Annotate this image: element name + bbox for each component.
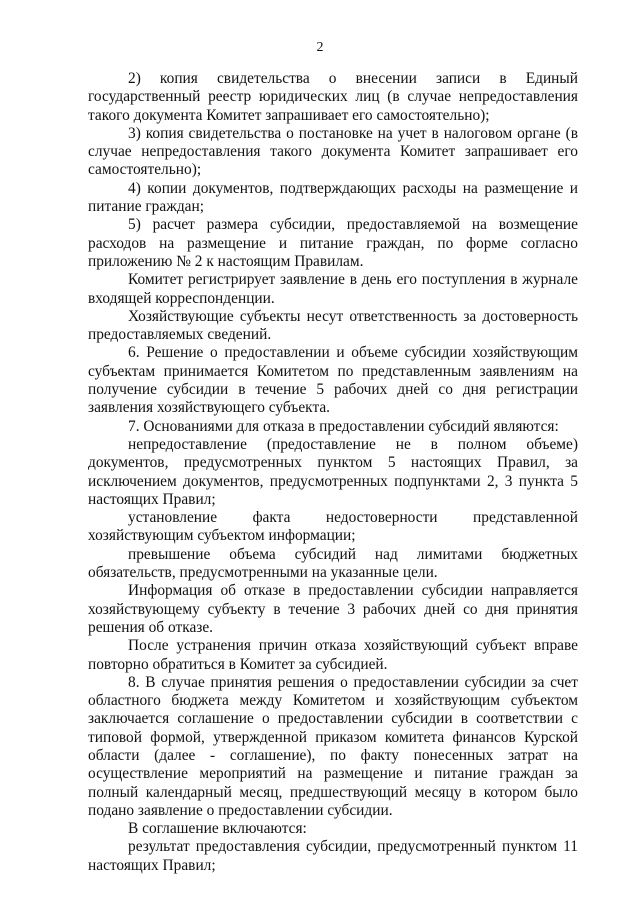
paragraph: 5) расчет размера субсидии, предоставляемой на возмещение расходов на размещение и питание граждан, по форме согласно приложению № 2 к настоящим Правилам.	[88, 216, 578, 270]
page-number: 2	[316, 40, 324, 55]
paragraph: Информация об отказе в предоставлении субсидии направляется хозяйствующему субъекту в течение 3 рабочих дней со дня принятия решения об отказе.	[88, 582, 578, 636]
paragraph: 6. Решение о предоставлении и объеме субсидии хозяйствующим субъектам принимается Комитетом по представленным заявлениям на получение субсидии в течение 5 рабочих дней со дня регистрации заявления хозяйствующего субъекта.	[88, 344, 578, 417]
paragraph: В соглашение включаются:	[128, 820, 307, 838]
paragraph: 3) копия свидетельства о постановке на учет в налоговом органе (в случае непредоставления такого документа Комитет запрашивает его самостоятельно);	[88, 124, 578, 179]
paragraph: непредоставление (предоставление не в полном объеме) документов, предусмотренных пунктом 5 настоящих Правил, за исключением документов, предусмотренных подпунктами 2, 3 пункта 5 настоящих Правил;	[88, 435, 578, 508]
paragraph: Комитет регистрирует заявление в день его поступления в журнале входящей корреспонденции.	[88, 271, 578, 307]
paragraph: превышение объема субсидий над лимитами бюджетных обязательств, предусмотренными на указанные цели.	[88, 545, 578, 582]
paragraph: 2) копия свидетельства о внесении записи в Единый государственный реестр юридических лиц (в случае непредоставления такого документа Комитет запрашивает его самостоятельно);	[88, 70, 578, 124]
document-body	[88, 70, 578, 875]
paragraph: установление факта недостоверности представленной хозяйствующим субъектом информации;	[88, 509, 578, 545]
paragraph: 4) копии документов, подтверждающих расходы на размещение и питание граждан;	[88, 179, 578, 216]
paragraph: Хозяйствующие субъекты несут ответственность за достоверность предоставляемых сведений.	[88, 307, 578, 344]
paragraph: 7. Основаниями для отказа в предоставлении субсидий являются:	[128, 417, 559, 435]
paragraph: результат предоставления субсидии, предусмотренный пунктом 11 настоящих Правил;	[88, 838, 578, 874]
paragraph: После устранения причин отказа хозяйствующий субъект вправе повторно обратиться в Комитет за субсидией.	[88, 637, 578, 673]
paragraph: 8. В случае принятия решения о предоставлении субсидии за счет областного бюджета между Комитетом и хозяйствующим субъектом заключается соглашение о предоставлении субсидии в соответствии с типовой формой, утвержденной приказом комитета финансов Курской области (далее - соглашение), по факту понесенных затрат на осуществление мероприятий на размещение и питание граждан за полный календарный месяц, предшествующий месяцу в котором было подано заявление о предоставлении субсидии.	[88, 673, 578, 819]
